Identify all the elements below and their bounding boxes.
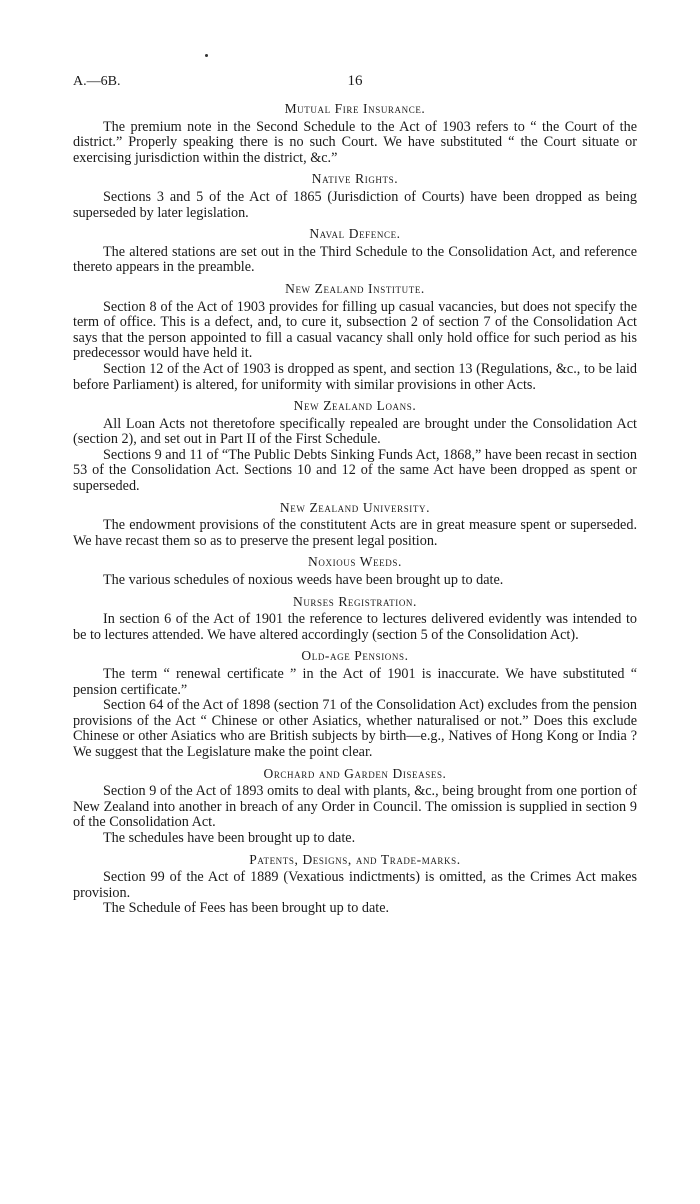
paragraph: Sections 9 and 11 of “The Public Debts Sinking Funds Act, 1868,” have been recast in section 53 of the Consolidation Act. Sections 10 and 12 of the same Act have been dropped as spent or superseded. bbox=[73, 446, 637, 495]
paragraph: Section 12 of the Act of 1903 is dropped as spent, and section 13 (Regulations, &c., to be laid before Parliament) is altered, for uniformity with similar provisions in other Acts. bbox=[73, 360, 637, 393]
paragraph: Section 64 of the Act of 1898 (section 71 of the Consolidation Act) excludes from the pension provisions of the Act “ Chinese or other Asiatics, whether naturalised or not.” Does this exclude Chinese or other Asiatics who are British subjects by birth—e.g., Natives of Hong Kong or India ? We suggest that the Legislature make the point clear. bbox=[73, 697, 637, 760]
ink-speck bbox=[205, 54, 208, 57]
section-heading: Noxious Weeds. bbox=[308, 554, 402, 570]
paragraph: Section 9 of the Act of 1893 omits to deal with plants, &c., being brought from one portion of New Zealand into another in breach of any Order in Council. The omission is supplied in section 9 of the Consolidation Act. bbox=[73, 783, 637, 831]
paragraph: The term “ renewal certificate ” in the Act of 1901 is inaccurate. We have substituted “ pension certificate.” bbox=[73, 666, 637, 698]
paragraph: The endowment provisions of the constitutent Acts are in great measure spent or superseded. We have recast them so as to preserve the present legal position. bbox=[73, 517, 637, 549]
paragraph: Section 8 of the Act of 1903 provides for filling up casual vacancies, but does not specify the term of office. This is a defect, and, to cure it, subsection 2 of section 7 of the Consolidation Act says that the person appointed to fill a casual vacancy shall only hold office for such period as his predecessor would have held it. bbox=[73, 298, 637, 362]
section-heading: Mutual Fire Insurance. bbox=[284, 101, 426, 116]
section-heading: New Zealand Loans. bbox=[293, 398, 417, 414]
section-heading: Naval Defence. bbox=[309, 226, 401, 242]
page-body bbox=[73, 101, 637, 917]
section-heading: New Zealand Institute. bbox=[285, 280, 425, 296]
paragraph: The various schedules of noxious weeds have been brought up to date. bbox=[103, 572, 504, 589]
section-heading: Nurses Registration. bbox=[292, 593, 417, 609]
document-reference: A.—6B. bbox=[73, 74, 121, 89]
page-number: 16 bbox=[347, 73, 363, 89]
paragraph: The Schedule of Fees has been brought up to date. bbox=[103, 900, 390, 917]
paragraph: The schedules have been brought up to date. bbox=[103, 829, 356, 846]
section-heading: Old-age Pensions. bbox=[301, 648, 409, 664]
section-heading: Patents, Designs, and Trade-marks. bbox=[249, 851, 461, 867]
paragraph: The premium note in the Second Schedule to the Act of 1903 refers to “ the Court of the district.” Properly speaking there is no such Court. We have substituted “ the Court situate or exercising jurisdiction within the district, &c.” bbox=[73, 118, 637, 166]
section-heading: Orchard and Garden Diseases. bbox=[263, 765, 447, 781]
section-heading: Native Rights. bbox=[311, 171, 399, 187]
section-heading: New Zealand University. bbox=[279, 499, 431, 515]
paragraph: All Loan Acts not theretofore specifically repealed are brought under the Consolidation Act (section 2), and set out in Part II of the First Schedule. bbox=[73, 415, 637, 448]
paragraph: In section 6 of the Act of 1901 the reference to lectures delivered evidently was intended to be to lectures attended. We have altered accordingly (section 5 of the Consolidation Act). bbox=[73, 611, 637, 643]
page-header bbox=[73, 74, 637, 92]
paragraph: The altered stations are set out in the Third Schedule to the Consolidation Act, and reference thereto appears in the preamble. bbox=[73, 243, 637, 276]
paragraph: Section 99 of the Act of 1889 (Vexatious indictments) is omitted, as the Crimes Act makes provision. bbox=[73, 869, 637, 901]
paragraph: Sections 3 and 5 of the Act of 1865 (Jurisdiction of Courts) have been dropped as being superseded by later legislation. bbox=[73, 188, 637, 221]
